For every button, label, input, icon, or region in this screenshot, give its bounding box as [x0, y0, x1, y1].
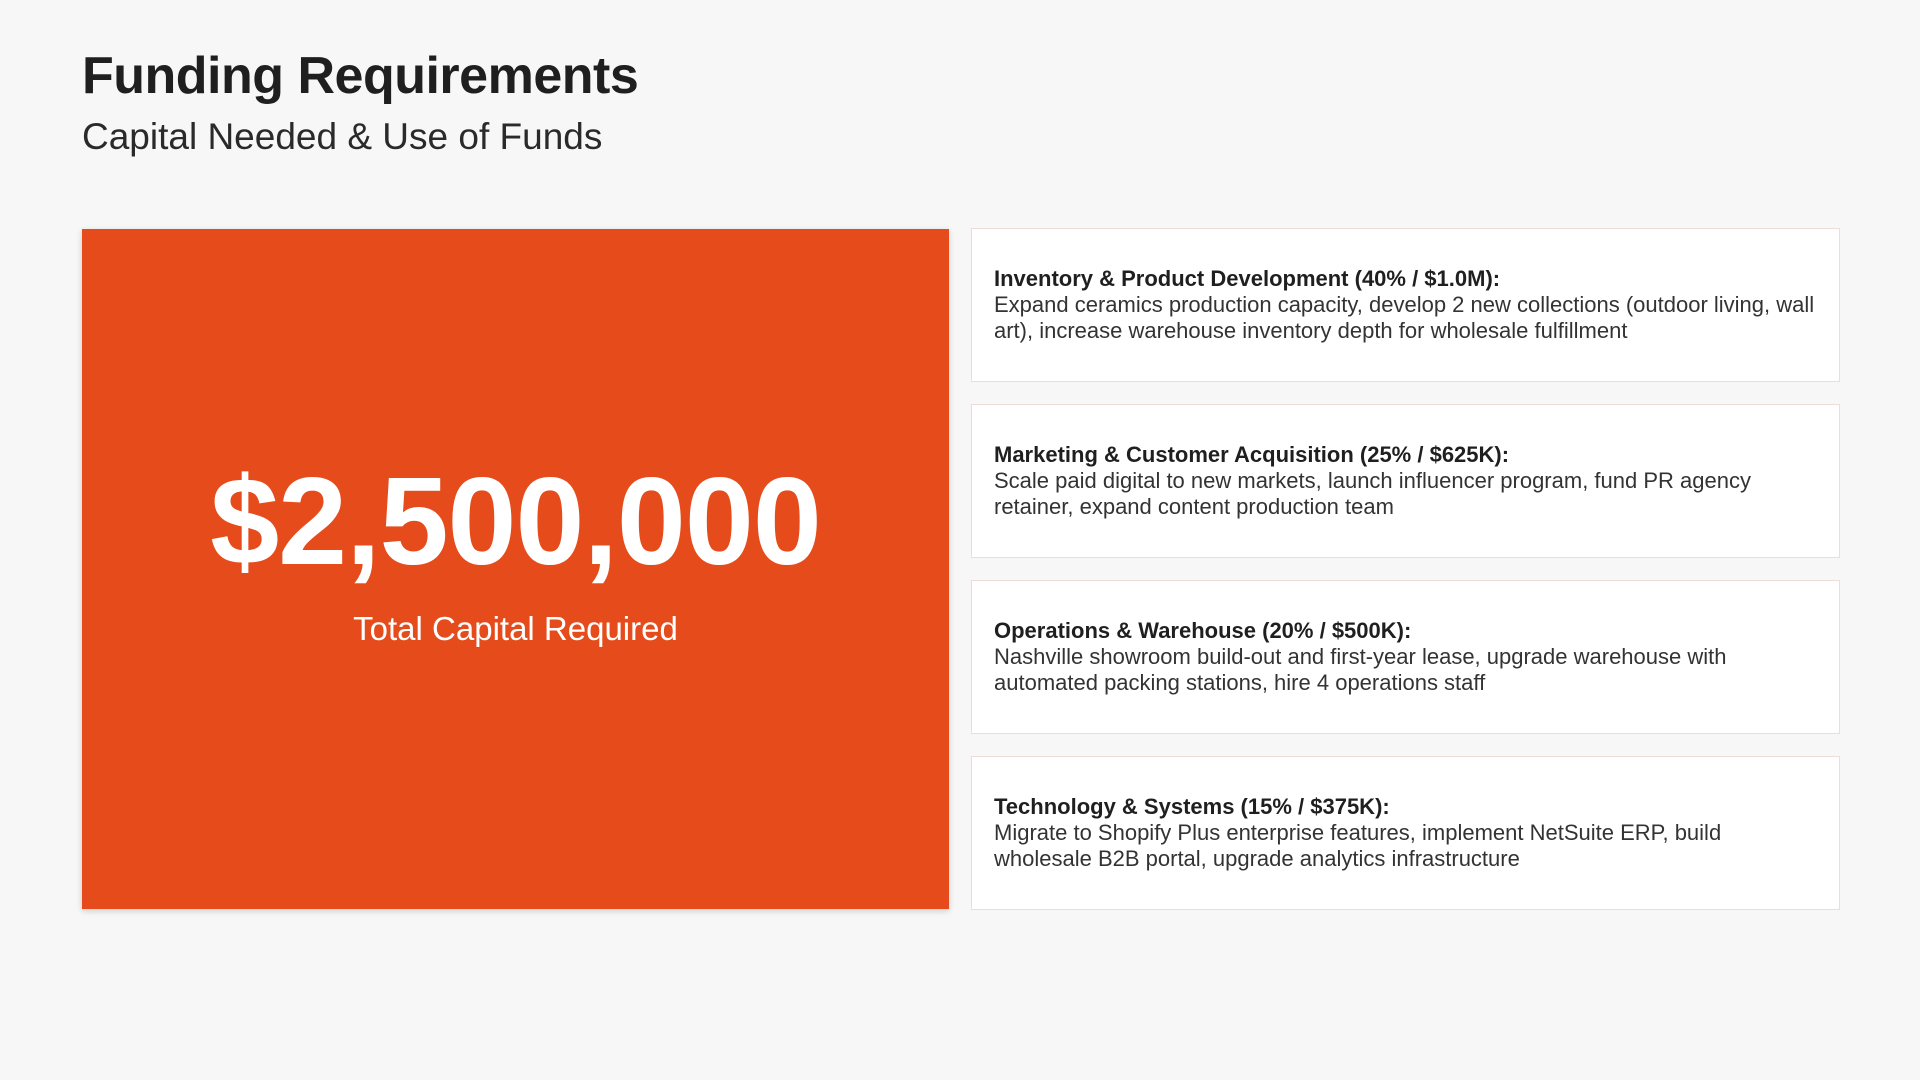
- total-capital-amount: $2,500,000: [210, 453, 821, 591]
- allocation-description: Expand ceramics production capacity, develop 2 new collections (outdoor living, wall art), increase warehouse inventory depth for wholesale fulfillment: [994, 292, 1815, 343]
- allocation-title: Inventory & Product Development (40% / $1.0M):: [994, 266, 1501, 291]
- allocation-card-technology: [971, 756, 1840, 910]
- allocation-description: Nashville showroom build-out and first-year lease, upgrade warehouse with automated packing stations, hire 4 operations staff: [994, 644, 1727, 695]
- allocation-title: Operations & Warehouse (20% / $500K):: [994, 618, 1412, 643]
- allocation-description: Scale paid digital to new markets, launch influencer program, fund PR agency retainer, expand content production team: [994, 468, 1751, 519]
- allocation-title: Marketing & Customer Acquisition (25% / $625K):: [994, 442, 1510, 467]
- allocation-card-operations: [971, 580, 1840, 734]
- allocation-description: Migrate to Shopify Plus enterprise features, implement NetSuite ERP, build wholesale B2B portal, upgrade analytics infrastructure: [994, 820, 1722, 871]
- allocation-card-marketing: [971, 404, 1840, 558]
- total-capital-panel: [82, 229, 949, 909]
- use-of-funds-list: [971, 228, 1840, 932]
- allocation-title: Technology & Systems (15% / $375K):: [994, 794, 1390, 819]
- total-capital-label: Total Capital Required: [353, 610, 678, 647]
- page-subtitle: Capital Needed & Use of Funds: [82, 116, 603, 157]
- page-title: Funding Requirements: [82, 47, 639, 105]
- allocation-card-inventory: [971, 228, 1840, 382]
